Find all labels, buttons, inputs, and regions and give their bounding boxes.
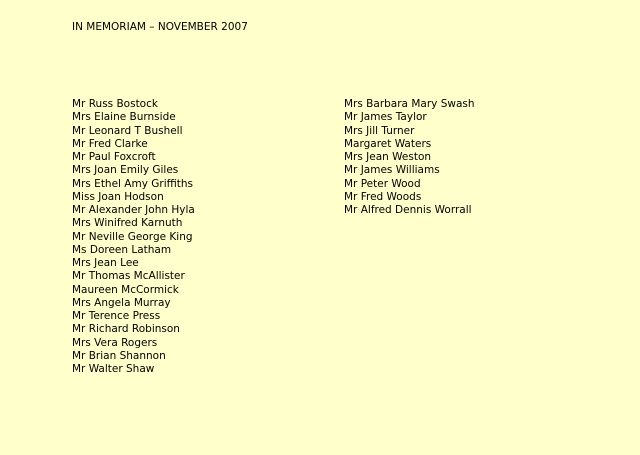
list-item: Mr Paul Foxcroft <box>72 151 156 163</box>
list-item: Mr Neville George King <box>72 230 193 243</box>
list-item: Mr James Williams <box>344 164 440 177</box>
list-item: Mr Leonard T Bushell <box>72 124 183 137</box>
list-item: Mrs Angela Murray <box>72 296 171 309</box>
list-item: Mrs Barbara Mary Swash <box>344 98 475 110</box>
list-item: Mr Alexander John Hyla <box>72 204 195 216</box>
list-item: Margaret Waters <box>344 137 432 150</box>
list-item: Mr Walter Shaw <box>72 363 155 375</box>
list-item: Ms Doreen Latham <box>72 243 172 256</box>
page-title: IN MEMORIAM – NOVEMBER 2007 <box>72 21 248 33</box>
list-item: Mr Terence Press <box>72 310 161 322</box>
list-item: Mrs Vera Rogers <box>72 336 158 349</box>
list-item: Mr Fred Woods <box>344 190 422 203</box>
list-item: Miss Joan Hodson <box>72 190 164 203</box>
list-item: Mrs Elaine Burnside <box>72 111 176 124</box>
list-item: Mr Russ Bostock <box>72 98 158 110</box>
list-item: Mrs Jean Weston <box>344 151 432 163</box>
list-item: Mrs Joan Emily Giles <box>72 164 179 177</box>
list-item: Mr Fred Clarke <box>72 137 148 150</box>
list-item: Mr Alfred Dennis Worrall <box>344 204 472 216</box>
names-list-left <box>72 98 195 376</box>
list-item: Mr Brian Shannon <box>72 349 166 362</box>
list-item: Mrs Winifred Karnuth <box>72 217 183 230</box>
list-item: Mr Peter Wood <box>344 177 421 190</box>
list-item: Mrs Ethel Amy Griffiths <box>72 177 194 190</box>
names-list-right <box>344 98 475 217</box>
list-item: Mrs Jean Lee <box>72 257 139 269</box>
list-item: Mrs Jill Turner <box>344 124 415 137</box>
list-item: Maureen McCormick <box>72 283 179 296</box>
list-item: Mr Thomas McAllister <box>72 270 185 283</box>
list-item: Mr James Taylor <box>344 111 427 124</box>
list-item: Mr Richard Robinson <box>72 323 180 336</box>
